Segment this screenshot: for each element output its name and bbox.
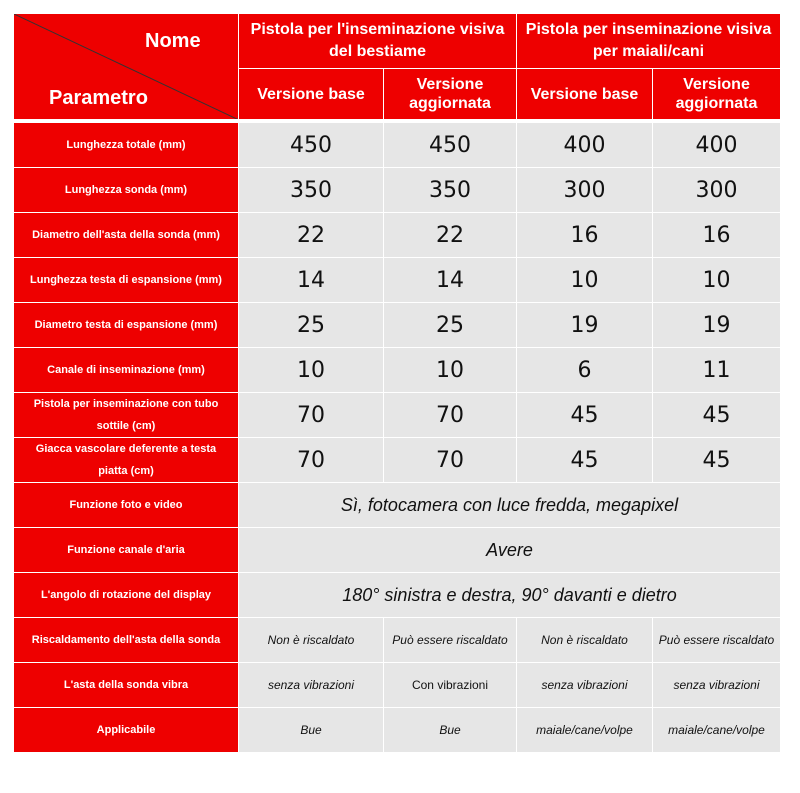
value-cell: 25	[239, 303, 384, 348]
table-row	[14, 663, 781, 708]
value-cell: 6	[517, 348, 653, 393]
param-label: Diametro dell'asta della sonda (mm)	[14, 213, 239, 258]
value-cell: 45	[517, 393, 653, 438]
group-header-cattle: Pistola per l'inseminazione visiva del bestiame	[239, 14, 517, 69]
value-cell: Non è riscaldato	[517, 618, 653, 663]
table-row	[14, 303, 781, 348]
table-row	[14, 573, 781, 618]
value-cell: 25	[384, 303, 517, 348]
value-cell: senza vibrazioni	[239, 663, 384, 708]
param-label: Lunghezza totale (mm)	[14, 123, 239, 168]
param-label: Pistola per inseminazione con tubo sottile (cm)	[14, 393, 239, 438]
table-row	[14, 708, 781, 753]
table-row	[14, 258, 781, 303]
subheader-cattle-upgraded: Versione aggiornata	[384, 69, 517, 120]
table-row	[14, 348, 781, 393]
corner-parametro-label: Parametro	[49, 87, 148, 109]
value-cell: Bue	[384, 708, 517, 753]
value-cell: Può essere riscaldato	[384, 618, 517, 663]
group-header-pig: Pistola per inseminazione visiva per maiali/cani	[517, 14, 781, 69]
value-cell: 400	[653, 123, 781, 168]
value-cell: 16	[517, 213, 653, 258]
table-row	[14, 393, 781, 438]
value-cell: 22	[384, 213, 517, 258]
value-cell: 10	[517, 258, 653, 303]
value-cell: maiale/cane/volpe	[653, 708, 781, 753]
param-label: Diametro testa di espansione (mm)	[14, 303, 239, 348]
merged-value-cell: Avere	[239, 528, 781, 573]
value-cell: 11	[653, 348, 781, 393]
value-cell: Non è riscaldato	[239, 618, 384, 663]
value-cell: 70	[384, 393, 517, 438]
spec-table	[13, 13, 781, 753]
merged-value-cell: Sì, fotocamera con luce fredda, megapixel	[239, 483, 781, 528]
value-cell: senza vibrazioni	[653, 663, 781, 708]
value-cell: Bue	[239, 708, 384, 753]
merged-value-cell: 180° sinistra e destra, 90° davanti e dietro	[239, 573, 781, 618]
value-cell: 14	[239, 258, 384, 303]
value-cell: 19	[517, 303, 653, 348]
value-cell: 10	[239, 348, 384, 393]
value-cell: 450	[239, 123, 384, 168]
table-row	[14, 483, 781, 528]
table-row	[14, 123, 781, 168]
value-cell: 350	[239, 168, 384, 213]
value-cell: 300	[517, 168, 653, 213]
value-cell: Può essere riscaldato	[653, 618, 781, 663]
value-cell: Con vibrazioni	[384, 663, 517, 708]
param-label: Lunghezza testa di espansione (mm)	[14, 258, 239, 303]
value-cell: maiale/cane/volpe	[517, 708, 653, 753]
param-label: Giacca vascolare deferente a testa piatta (cm)	[14, 438, 239, 483]
value-cell: 70	[239, 438, 384, 483]
value-cell: 19	[653, 303, 781, 348]
value-cell: 70	[239, 393, 384, 438]
table-row	[14, 168, 781, 213]
value-cell: 450	[384, 123, 517, 168]
value-cell: 10	[653, 258, 781, 303]
value-cell: senza vibrazioni	[517, 663, 653, 708]
param-label: L'asta della sonda vibra	[14, 663, 239, 708]
subheader-pig-base: Versione base	[517, 69, 653, 120]
param-label: Lunghezza sonda (mm)	[14, 168, 239, 213]
corner-nome-label: Nome	[145, 30, 201, 52]
value-cell: 45	[653, 438, 781, 483]
param-label: Applicabile	[14, 708, 239, 753]
value-cell: 14	[384, 258, 517, 303]
table-row	[14, 618, 781, 663]
value-cell: 300	[653, 168, 781, 213]
header-corner	[14, 14, 239, 120]
value-cell: 22	[239, 213, 384, 258]
param-label: Canale di inseminazione (mm)	[14, 348, 239, 393]
value-cell: 70	[384, 438, 517, 483]
param-label: Funzione foto e video	[14, 483, 239, 528]
table-row	[14, 213, 781, 258]
value-cell: 45	[517, 438, 653, 483]
table-row	[14, 528, 781, 573]
table-row	[14, 438, 781, 483]
value-cell: 350	[384, 168, 517, 213]
param-label: Riscaldamento dell'asta della sonda	[14, 618, 239, 663]
param-label: L'angolo di rotazione del display	[14, 573, 239, 618]
value-cell: 10	[384, 348, 517, 393]
value-cell: 16	[653, 213, 781, 258]
param-label: Funzione canale d'aria	[14, 528, 239, 573]
subheader-cattle-base: Versione base	[239, 69, 384, 120]
value-cell: 400	[517, 123, 653, 168]
value-cell: 45	[653, 393, 781, 438]
subheader-pig-upgraded: Versione aggiornata	[653, 69, 781, 120]
